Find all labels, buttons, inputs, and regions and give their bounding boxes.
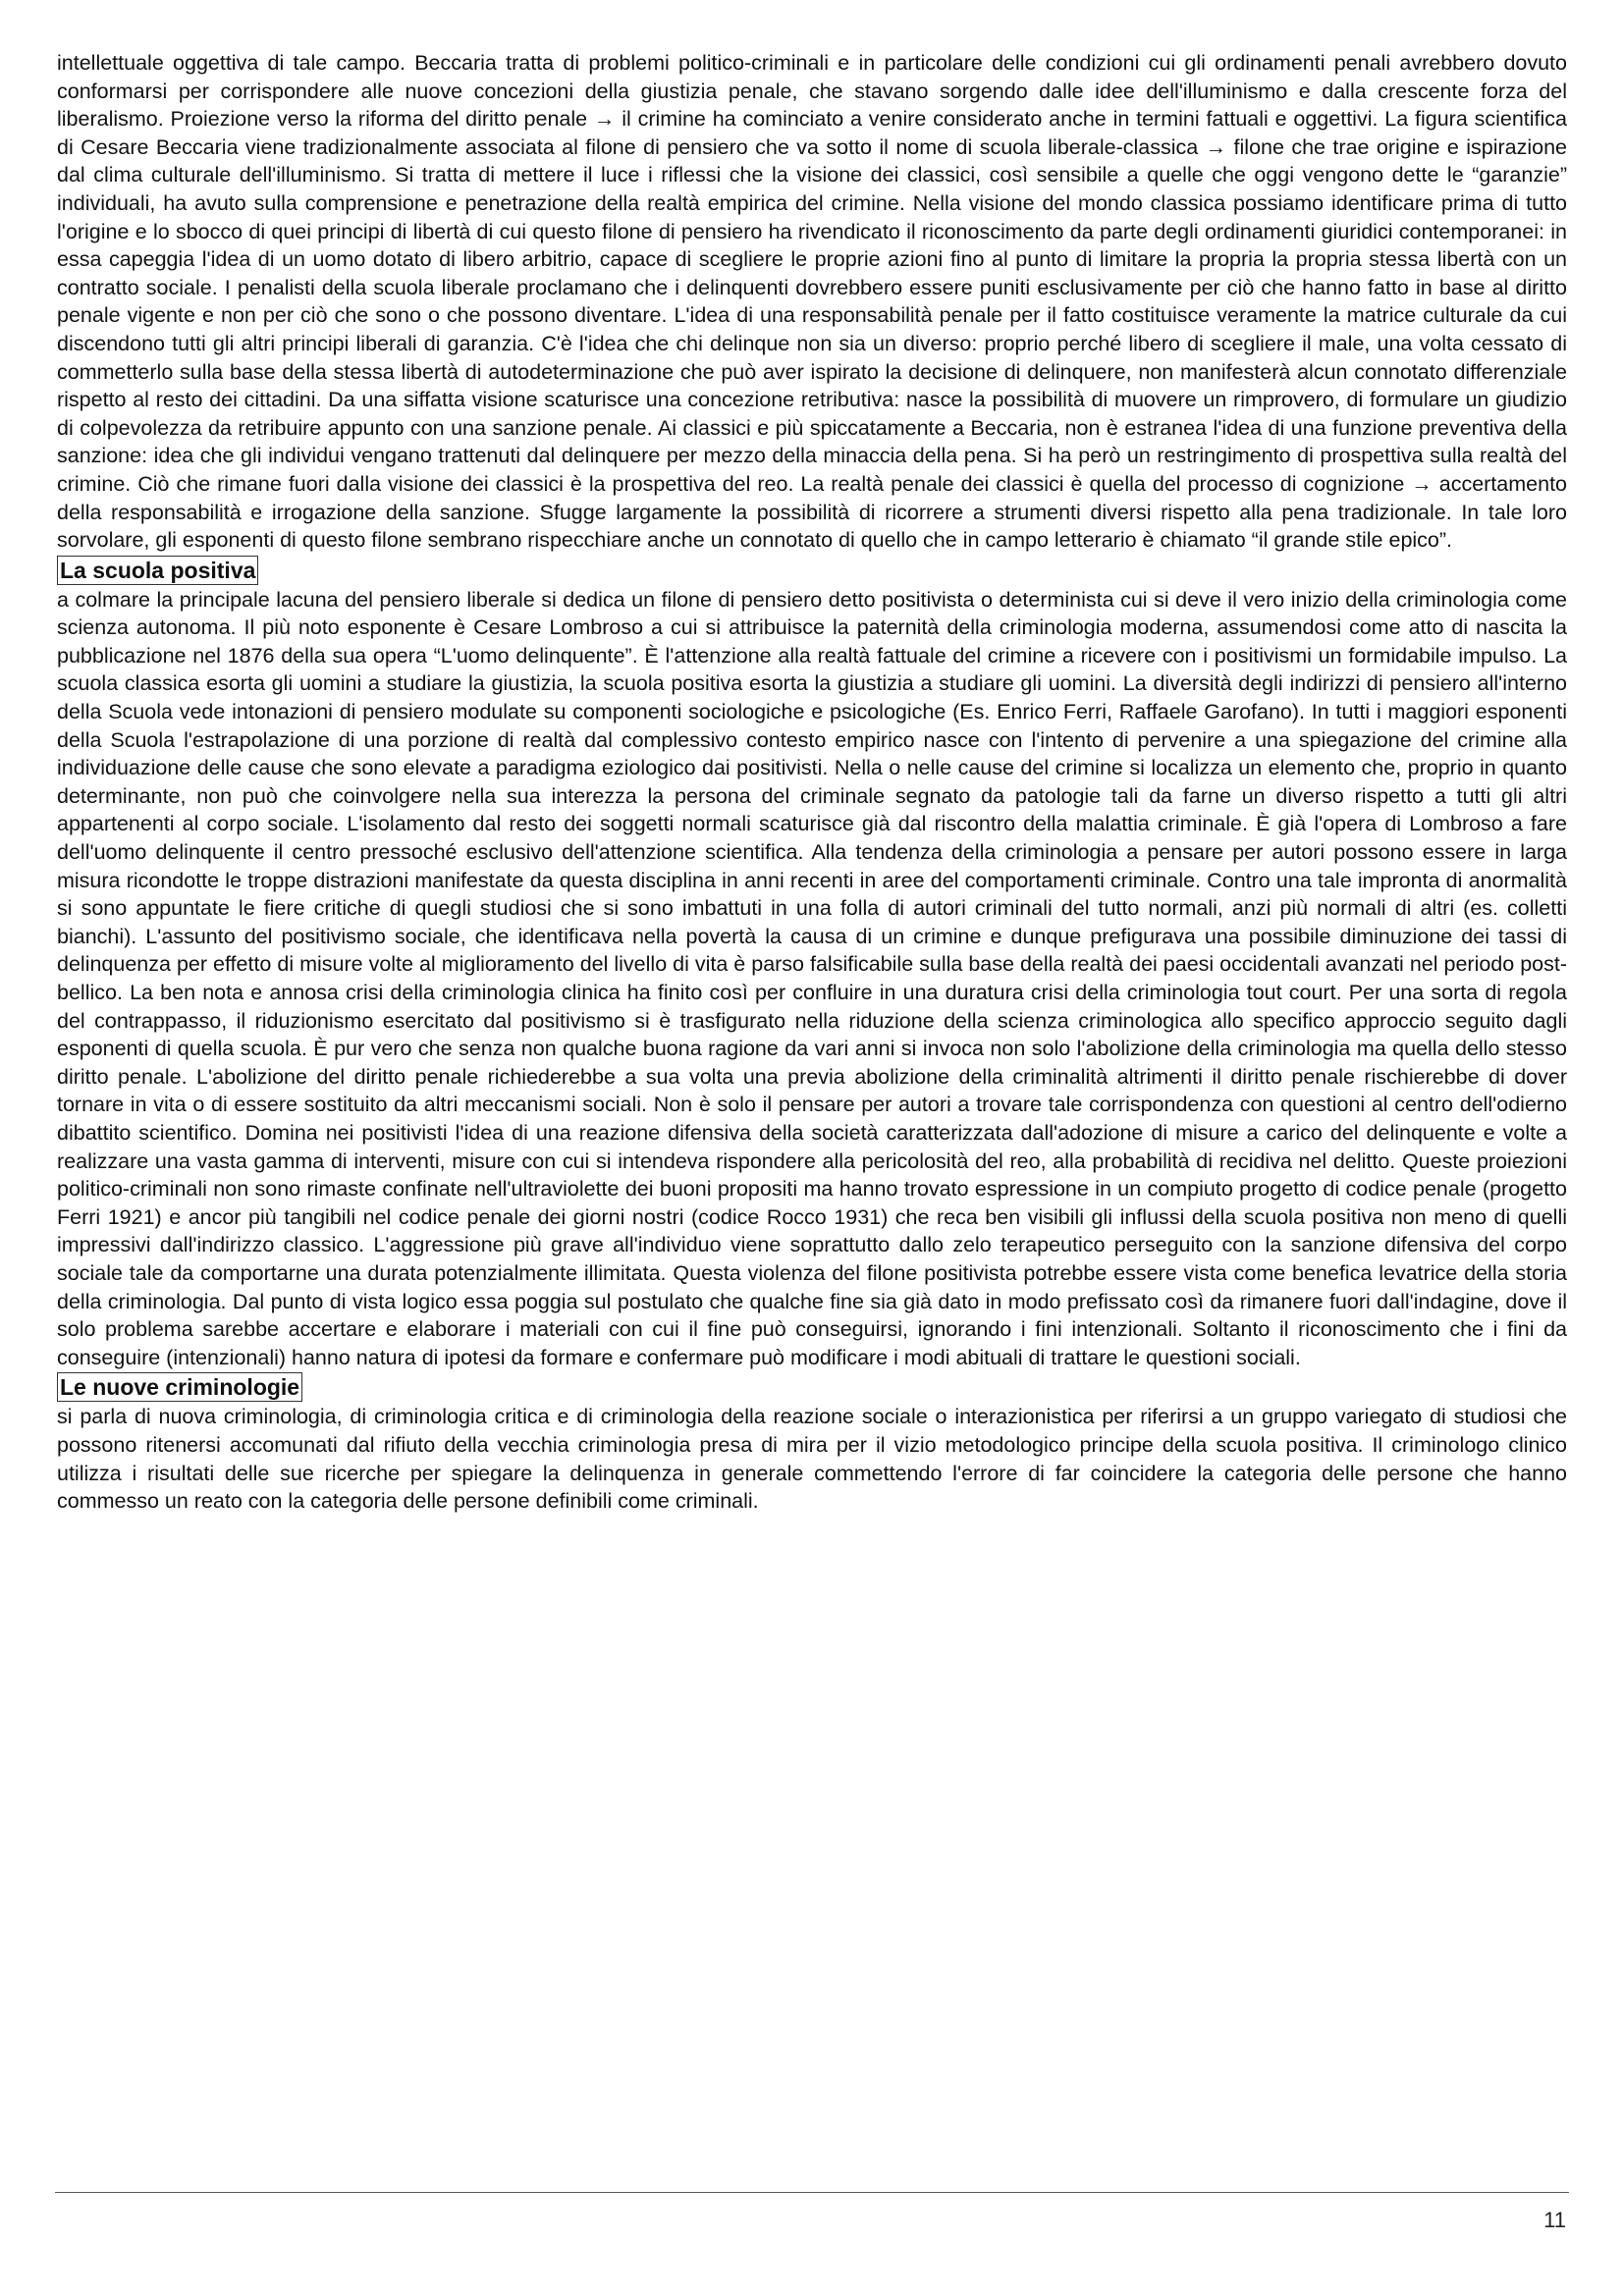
paragraph-intro: intellettuale oggettiva di tale campo. Beccaria tratta di problemi politico-criminali e in particolare delle condizioni cui gli ordinamenti penali avrebbero dovuto conformarsi per corrispondere alle nuove concezioni della giustizia penale, che stavano sorgendo dalle idee dell'illuminismo e dalla crescente forza del liberalismo. Proiezione verso la riforma del diritto penale → il crimine ha cominciato a venire considerato anche in termini fattuali e oggettivi. La figura scientifica di Cesare Beccaria viene tradizionalmente associata al filone di pensiero che va sotto il nome di scuola liberale-classica → filone che trae origine e ispirazione dal clima culturale dell'illuminismo. Si tratta di mettere il luce i riflessi che la visione dei classici, così sensibile a quelle che oggi vengono dette le “garanzie” individuali, ha avuto sulla comprensione e penetrazione della realtà empirica del crimine. Nella visione del mondo classica possiamo identificare prima di tutto l'origine e lo sbocco di quei principi di libertà di cui questo filone di pensiero ha rivendicato il riconoscimento da parte degli ordinamenti giuridici contemporanei: in essa capeggia l'idea di un uomo dotato di libero arbitrio, capace di scegliere le proprie azioni fino al punto di limitare la propria la propria stessa libertà con un contratto sociale. I penalisti della scuola liberale proclamano che i delinquenti dovrebbero essere puniti esclusivamente per ciò che hanno fatto in base al diritto penale vigente e non per ciò che sono o che possono diventare. L'idea di una responsabilità penale per il fatto costituisce veramente la matrice culturale da cui discendono tutti gli altri principi liberali di garanzia. C'è l'idea che chi delinque non sia un diverso: proprio perché libero di scegliere il male, una volta cessato di commetterlo sulla base della stessa libertà di autodeterminazione che può aver ispirato la decisione di delinquere, non manifesterà alcun connotato differenziale rispetto al resto dei cittadini. Da una siffatta visione scaturisce una concezione retributiva: nasce la possibilità di muovere un rimprovero, di formulare un giudizio di colpevolezza da retribuire appunto con una sanzione penale. Ai classici e più spiccatamente a Beccaria, non è estranea l'idea di una funzione preventiva della sanzione: idea che gli individui vengano trattenuti dal delinquere per mezzo della minaccia della pena. Si ha però un restringimento di prospettiva sulla realtà del crimine. Ciò che rimane fuori dalla visione dei classici è la prospettiva del reo. La realtà penale dei classici è quella del processo di cognizione → accertamento della responsabilità e irrogazione della sanzione. Sfugge largamente la possibilità di ricorrere a strumenti diversi rispetto alla pena tradizionale. In tale loro sorvolare, gli esponenti di questo filone sembrano rispecchiare anche un connotato di quello che in campo letterario è chiamato “il grande stile epico”. (57, 51, 1567, 553)
page-number: 11 (1543, 2208, 1566, 2232)
section-heading-scuola-positiva (57, 555, 1567, 586)
section-heading-nuove-criminologie (57, 1371, 1567, 1403)
paragraph-nuove-criminologie: si parla di nuova criminologia, di criminologia critica e di criminologia della reazione sociale o interazionistica per riferirsi a un gruppo variegato di studiosi che possono ritenersi accomunati dal rifiuto della vecchia criminologia presa di mira per il vizio metodologico principe della scuola positiva. Il criminologo clinico utilizza i risultati delle sue ricerche per spiegare la delinquenza in generale commettendo l'errore di far coincidere la categoria delle persone che hanno commesso un reato con la categoria delle persone definibili come criminali. (57, 1405, 1567, 1514)
paragraph-scuola-positiva: a colmare la principale lacuna del pensiero liberale si dedica un filone di pensiero detto positivista o determinista cui si deve il vero inizio della criminologia come scienza autonoma. Il più noto esponente è Cesare Lombroso a cui si attribuisce la paternità della criminologia moderna, assumendosi come atto di nascita la pubblicazione nel 1876 della sua opera “L'uomo delinquente”. È l'attenzione alla realtà fattuale del crimine a ricevere con i positivismi un formidabile impulso. La scuola classica esorta gli uomini a studiare la giustizia, la scuola positiva esorta la giustizia a studiare gli uomini. La diversità degli indirizzi di pensiero all'interno della Scuola vede intonazioni di pensiero modulate su componenti sociologiche e psicologiche (Es. Enrico Ferri, Raffaele Garofano). In tutti i maggiori esponenti della Scuola l'estrapolazione di una porzione di realtà dal complessivo contesto empirico nasce con l'intento di pervenire a una spiegazione del crimine alla individuazione delle cause che sono elevate a paradigma eziologico dai positivisti. Nella o nelle cause del crimine si localizza un elemento che, proprio in quanto determinante, non può che coinvolgere nella sua interezza la persona del criminale segnato da patologie tali da farne un diverso rispetto a tutti gli altri appartenenti al corpo sociale. L'isolamento dal resto dei soggetti normali scaturisce già dal riscontro della malattia criminale. È già l'opera di Lombroso a fare dell'uomo delinquente il centro pressoché esclusivo dell'attenzione scientifica. Alla tendenza della criminologia a pensare per autori possono essere in larga misura ricondotte le troppe distrazioni manifestate da questa disciplina in anni recenti in aree del comportamenti criminale. Contro una tale impronta di anormalità si sono appuntate le fiere critiche di quegli studiosi che si sono imbattuti in una folla di autori criminali del tutto normali, anzi più normali di altri (es. colletti bianchi). L'assunto del positivismo sociale, che identificava nella povertà la causa di un crimine e dunque prefigurava una possibile diminuzione dei tassi di delinquenza per effetto di misure volte al miglioramento del livello di vita è parso falsificabile sulla base della realtà dei paesi occidentali avanzati nel periodo post-bellico. La ben nota e annosa crisi della criminologia clinica ha finito così per confluire in una duratura crisi della criminologia tout court. Per una sorta di regola del contrappasso, il riduzionismo esercitato dal positivismo si è trasfigurato nella riduzione della scienza criminologica allo specifico approccio seguito dagli esponenti di quella scuola. È pur vero che senza non qualche buona ragione da vari anni si invoca non solo l'abolizione della criminologia ma quella dello stesso diritto penale. L'abolizione del diritto penale richiederebbe a sua volta una previa abolizione della criminalità altrimenti il diritto penale rischierebbe di dover tornare in vita o di essere sostituito da altri meccanismi sociali. Non è solo il pensare per autori a trovare tale corrispondenza con questioni al centro dell'odierno dibattito scientifico. Domina nei positivisti l'idea di una reazione difensiva della società caratterizzata dall'adozione di misure a carico del delinquente e volte a realizzare una vasta gamma di interventi, misure con cui si intendeva rispondere alla pericolosità del reo, alla probabilità di recidiva nel delitto. Queste proiezioni politico-criminali non sono rimaste confinate nell'ultraviolette dei buoni propositi ma hanno trovato espressione in un compiuto progetto di codice penale (progetto Ferri 1921) e ancor più tangibili nel codice penale dei giorni nostri (codice Rocco 1931) che reca ben visibili gli influssi della scuola positiva non meno di quelli impressivi dall'indirizzo classico. L'aggressione più grave all'individuo viene soprattutto dallo zelo terapeutico perseguito con la sanzione difensiva del corpo sociale tale da comportarne una durata potenzialmente illimitata. Questa violenza del filone positivista potrebbe essere vista come benefica levatrice della storia della criminologia. Dal punto di vista logico essa poggia sul postulato che qualche fine sia già dato in modo prefissato così da rimanere fuori dall'indagine, dove il solo problema sarebbe accertare e elaborare i materiali con cui il fine può conseguirsi, ignorando i fini intenzionali. Soltanto il riconoscimento che i fini da conseguire (intenzionali) hanno natura di ipotesi da formare e confermare può modificare i modi abituali di trattare le questioni sociali. (57, 587, 1567, 1369)
heading-label: La scuola positiva (57, 556, 258, 585)
page-body (57, 49, 1567, 1516)
heading-label: Le nuove criminologie (57, 1372, 302, 1402)
footer-divider (55, 2192, 1569, 2193)
